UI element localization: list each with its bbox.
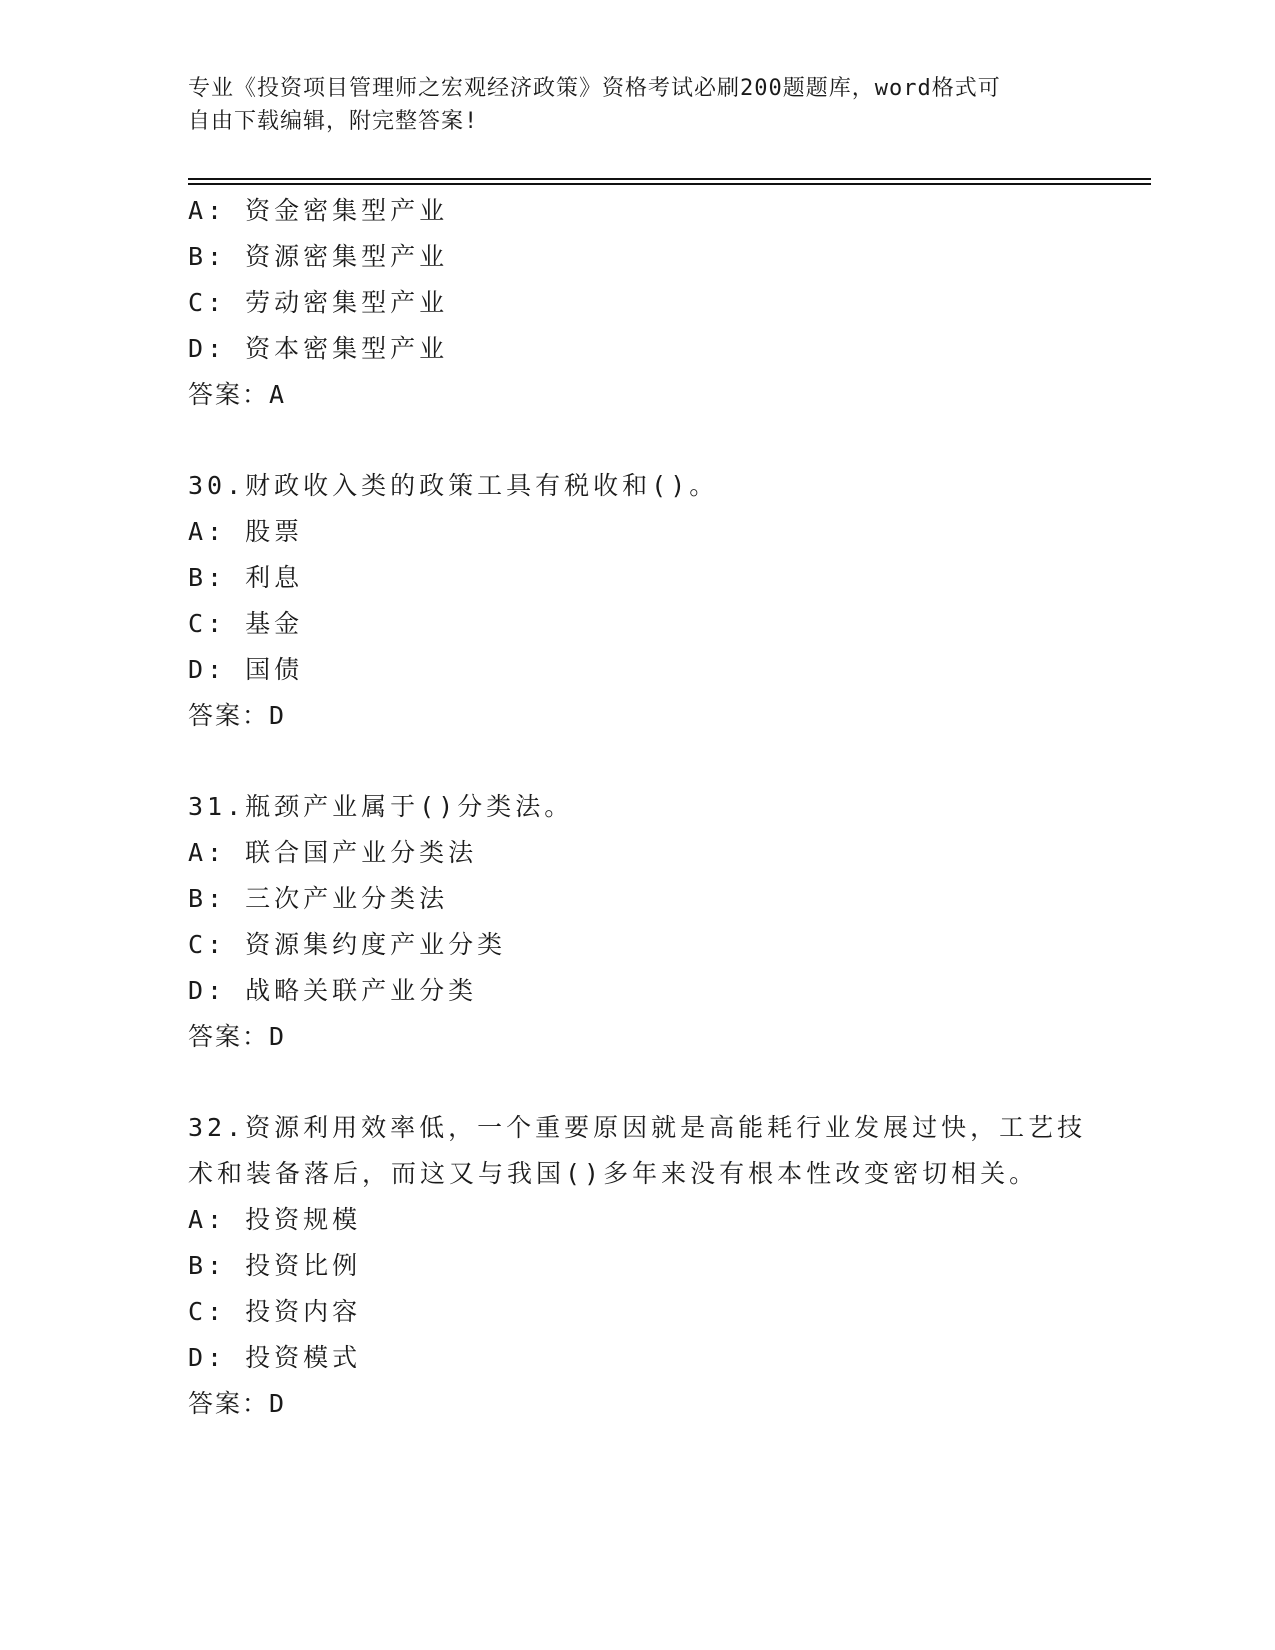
spacer: [188, 418, 1088, 463]
question-31: [188, 784, 1088, 1060]
option-d: D: 战略关联产业分类: [188, 976, 478, 1005]
header-rule-bottom: [188, 183, 1151, 185]
question-30: [188, 463, 1088, 739]
question-list: [188, 188, 1088, 1427]
option-a: A: 股票: [188, 517, 304, 546]
answer: 答案：A: [188, 380, 287, 409]
question-stem-line-2: 术和装备落后，而这又与我国()多年来没有根本性改变密切相关。: [188, 1159, 1039, 1188]
question-29: [188, 188, 1088, 418]
header-line-1: 专业《投资项目管理师之宏观经济政策》资格考试必刷200题题库，word格式可: [188, 76, 1001, 101]
option-b: B: 资源密集型产业: [188, 242, 449, 271]
option-c: C: 基金: [188, 609, 304, 638]
question-stem-line-1: 32.资源利用效率低，一个重要原因就是高能耗行业发展过快，工艺技: [188, 1113, 1087, 1142]
question-stem: 31.瓶颈产业属于()分类法。: [188, 792, 574, 821]
header-line-2: 自由下载编辑，附完整答案!: [188, 109, 479, 134]
question-stem: 30.财政收入类的政策工具有税收和()。: [188, 471, 719, 500]
option-d: D: 国债: [188, 655, 304, 684]
option-c: C: 投资内容: [188, 1297, 362, 1326]
option-d: D: 资本密集型产业: [188, 334, 449, 363]
question-32: [188, 1105, 1088, 1427]
option-b: B: 利息: [188, 563, 304, 592]
option-a: A: 联合国产业分类法: [188, 838, 478, 867]
option-a: A: 资金密集型产业: [188, 196, 449, 225]
spacer: [188, 739, 1088, 784]
answer: 答案：D: [188, 1022, 287, 1051]
answer: 答案：D: [188, 1389, 287, 1418]
answer: 答案：D: [188, 701, 287, 730]
option-b: B: 投资比例: [188, 1251, 362, 1280]
option-a: A: 投资规模: [188, 1205, 362, 1234]
option-d: D: 投资模式: [188, 1343, 362, 1372]
document-header: [188, 72, 1068, 138]
spacer: [188, 1060, 1088, 1105]
option-b: B: 三次产业分类法: [188, 884, 449, 913]
option-c: C: 劳动密集型产业: [188, 288, 449, 317]
header-rule-top: [188, 178, 1151, 180]
option-c: C: 资源集约度产业分类: [188, 930, 507, 959]
